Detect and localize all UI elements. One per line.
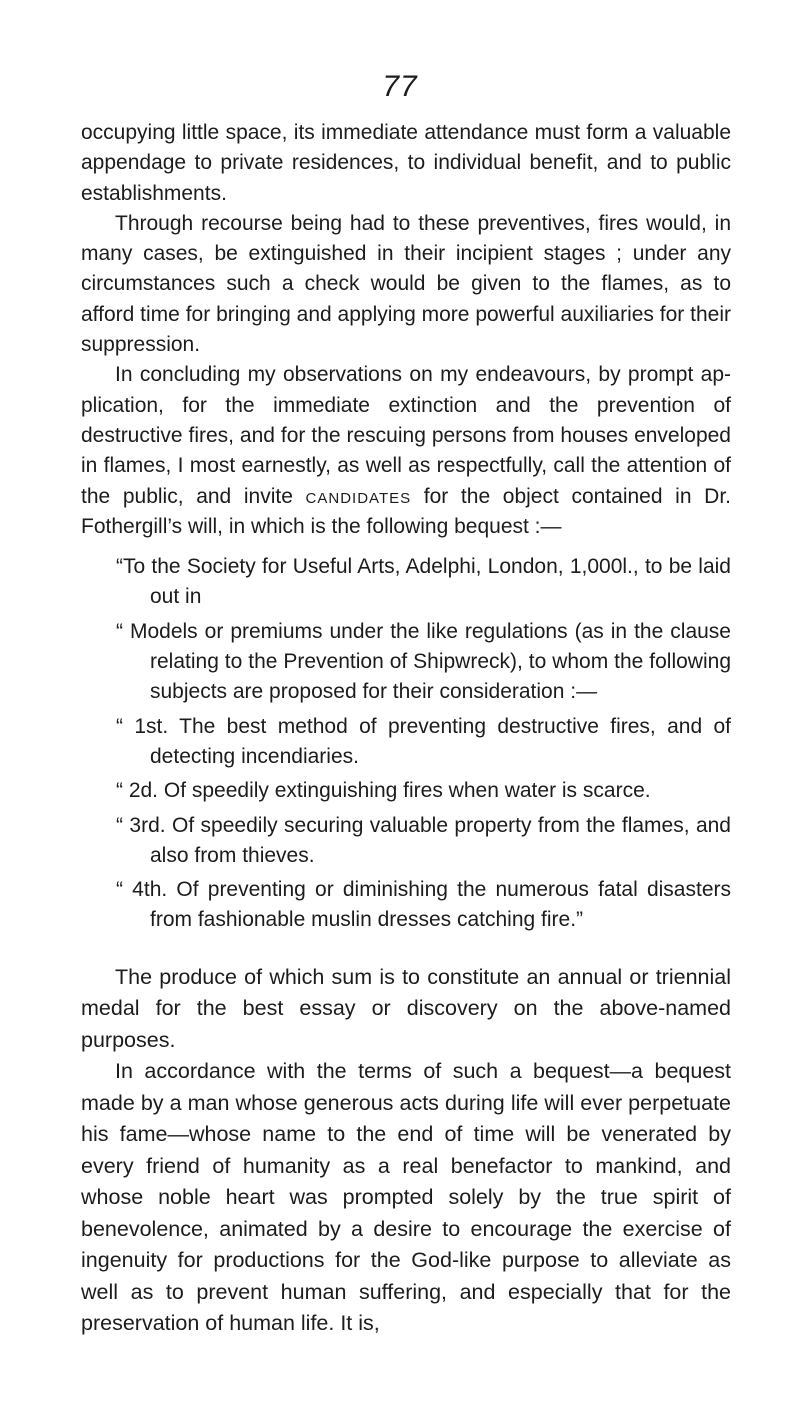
section-gap [81,940,731,962]
concluding-text-start: In concluding my observations on my endeavours, by prompt ap‑ plication, for the immediate extinction and the prevention of destructive fires, and for the rescuing persons from houses enveloped in flames, I most earnestly, as well as respectfully, call the attention of the public, and invite [81,363,731,508]
bequest-line-fourth: “ 4th. Of preventing or diminishing the numerous fatal disasters from fashionable muslin dresses catching fire.” [116,878,731,932]
paragraph-preventives: Through recourse being had to these preventives, fires would, in many cases, be extinguished in their incipient stages ; under any circumstances such a check would be given to the flames, as to afford time for bringing and applying more powerful auxiliaries for their suppression. [81,211,731,357]
paragraph-continuation: occupying little space, its immediate attendance must form a valuable appendage to private residences, to individual benefit, and to public establishments. [81,121,731,205]
page-number: 77 [382,70,418,103]
bequest-line-second: “ 2d. Of speedily extinguishing fires when water is scarce. [116,779,651,803]
bequest-quote [81,552,731,936]
paragraph-produce: The produce of which sum is to constitute an annual or triennial medal for the best essay or discovery on the above-named purposes. [81,964,731,1052]
body-text [81,118,731,1340]
candidates-smallcaps: candidates [305,484,412,508]
paragraph-concluding [81,360,731,542]
bequest-line-third: “ 3rd. Of speedily securing valuable property from the flames, and also from thieves. [116,813,731,867]
bequest-line-society: “To the Society for Useful Arts, Adelphi, London, 1,000l., to be laid out in [116,555,731,609]
bequest-line-models: “ Models or premiums under the like regulations (as in the clause relating to the Prevention of Shipwreck), to whom the following subjects are proposed for their consideration :— [116,619,731,704]
closing-text [81,962,731,1340]
paragraph-accordance: In accordance with the terms of such a bequest—a bequest made by a man whose generous acts during life will ever perpetuate his fame—whose name to the end of time will be venerated by every friend of humanity as a real benefactor to mankind, and whose noble heart was prompted solely by the true spirit of benevolence, animated by a desire to encourage the exercise of ingenuity for productions for the God-like purpose to alleviate as well as to prevent human suffering, and especially that for the preservation of human life. It is, [81,1059,731,1336]
bequest-line-first: “ 1st. The best method of preventing destructive fires, and of detecting incendiaries. [116,714,731,768]
concluding-text-end: for the object contained in Dr. Fothergill’s will, in which is the following bequest :— [81,484,731,538]
